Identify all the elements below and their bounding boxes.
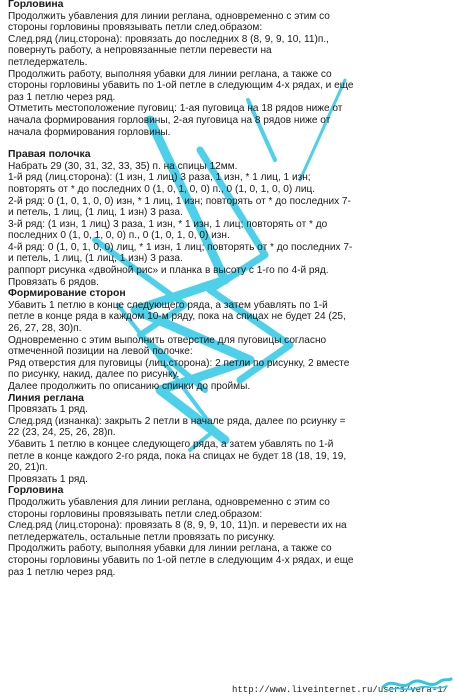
text-line: Набрать 29 (30, 31, 32, 33, 35) п. на спицы 12мм. — [8, 160, 238, 172]
section-heading: Формирование сторон — [8, 288, 126, 300]
text-line: Отметить местоположение пуговиц: 1-ая пуговица на 18 рядов ниже от — [8, 103, 343, 115]
text-line: След.ряд (лиц.сторона): провязать 8 (8, 9, 9, 10, 11)п. и перевести их на — [8, 520, 347, 532]
text-line: Убавить 1 петлю в концее следующего ряда, а затем убавлять по 1-й — [8, 438, 334, 450]
text-line: Убавить 1 петлю в конце следующего ряда, а затем убавлять по 1-й — [8, 299, 328, 311]
text-line: Продолжить работу, выполняя убавки для линии реглана, а также со — [8, 543, 332, 555]
text-line: 4-й ряд: 0 (1, 0, 1, 0, 0) лиц, * 1 изн, 1 лиц; повторять от * до последних 7- — [8, 241, 353, 253]
document-text — [8, 0, 448, 578]
text-line: 2-й ряд: 0 (1, 0, 1, 0, 0) изн, * 1 лиц, 1 изн; повторять от * до последних 7- — [8, 195, 351, 207]
text-line: Продолжить убавления для линии реглана, одновременно с этим со — [8, 10, 330, 22]
text-line: 26, 27, 28, 30)п. — [8, 323, 82, 335]
text-line: стороны горловины провязывать петли след.образом: — [8, 508, 263, 520]
text-line: Продолжить убавления для линии реглана, одновременно с этим со — [8, 496, 330, 508]
text-line: 22 (23, 24, 25, 26, 28)п. — [8, 427, 116, 439]
text-line: последних 0 (1, 0, 1, 0, 0) п., 0 (1, 0, 1, 0, 0) изн. — [8, 230, 230, 242]
text-line: раз 1 петлю через ряд. — [8, 566, 116, 578]
text-line: стороны горловины убавить по 1-ой петле в следующим 4-х рядах, и еще — [8, 554, 354, 566]
text-line: и петель, 1 лиц, (1 лиц, 1 изн) 3 раза. — [8, 253, 183, 265]
text-line: отмеченной позиции на левой полочке: — [8, 346, 193, 358]
text-line: След.ряд (лиц.сторона): провязать до последних 8 (8, 9, 9, 10, 11)п., — [8, 33, 329, 45]
text-line: начала формирования горловины. — [8, 126, 171, 138]
section-heading: Горловина — [8, 0, 64, 10]
text-line: петледержатель. — [8, 56, 88, 68]
section-heading: Горловина — [8, 485, 64, 497]
text-line: по рисунку, накид, далее по рисунку. — [8, 369, 180, 381]
text-line: стороны горловины убавить по 1-ой петле в следующим 4-х рядах, и еще — [8, 80, 354, 92]
text-line: Далее продолжить по описанию спинки до проймы. — [8, 381, 251, 392]
text-line: раппорт рисунка «двойной рис» и планка в высоту с 1-го по 4-й ряд. — [8, 265, 329, 277]
text-line: Провязать 6 рядов. — [8, 276, 99, 288]
text-line: След.ряд (изнанка): закрыть 2 петли в начале ряда, далее по рсиунку = — [8, 415, 346, 427]
text-line: петле в конце каждого 2-го ряда, пока на спицах не будет 18 (18, 19, 19, — [8, 450, 347, 462]
paragraph-gap — [8, 138, 448, 149]
text-line: Провязать 1 ряд. — [8, 404, 88, 416]
text-line: и петель, 1 лиц, (1 лиц, 1 изн) 3 раза. — [8, 207, 183, 219]
text-line: 3-й ряд: (1 изн, 1 лиц) 3 раза, 1 изн, * 1 изн, 1 лиц; повторять от * до — [8, 218, 328, 230]
section-heading: Линия реглана — [8, 392, 84, 404]
text-line: начала формирования горловины, 2-ая пуговица на 8 рядов ниже от — [8, 114, 331, 126]
text-line: Продолжить работу, выполняя убавки для линии реглана, а также со — [8, 68, 332, 80]
text-line: 1-й ряд (лиц.сторона): (1 изн, 1 лиц) 3 раза, 1 изн, * 1 лиц, 1 изн; — [8, 172, 311, 184]
text-line: стороны горловины провязывать петли след.образом: — [8, 22, 263, 34]
text-line: Провязать 1 ряд. — [8, 473, 88, 485]
text-line: раз 1 петлю через ряд. — [8, 91, 116, 103]
text-line: петледержатель, остальные петли провязать по рисунку. — [8, 531, 276, 543]
footer-url[interactable]: http://www.liveinternet.ru/users/vera-1/ — [232, 685, 449, 695]
section-heading: Правая полочка — [8, 149, 91, 161]
text-line: Ряд отверстия для пуговицы (лиц.сторона): 2 петли по рисунку, 2 вместе — [8, 357, 350, 369]
text-line: Одновременно с этим выполнить отверстие для пуговицы согласно — [8, 334, 327, 346]
text-line: 20, 21)п. — [8, 462, 48, 474]
liveinternet-logo-icon — [381, 673, 453, 693]
text-line: повторять от * до последних 0 (1, 0, 1, 0, 0) п., 0 (1, 0, 1, 0, 0) лиц. — [8, 183, 316, 195]
text-line: повернуть работу, а непровязанные петли перевести на — [8, 45, 272, 57]
text-line: петле в конце ряда в каждом 10-м ряду, пока на спицах не будет 24 (25, — [8, 311, 346, 323]
